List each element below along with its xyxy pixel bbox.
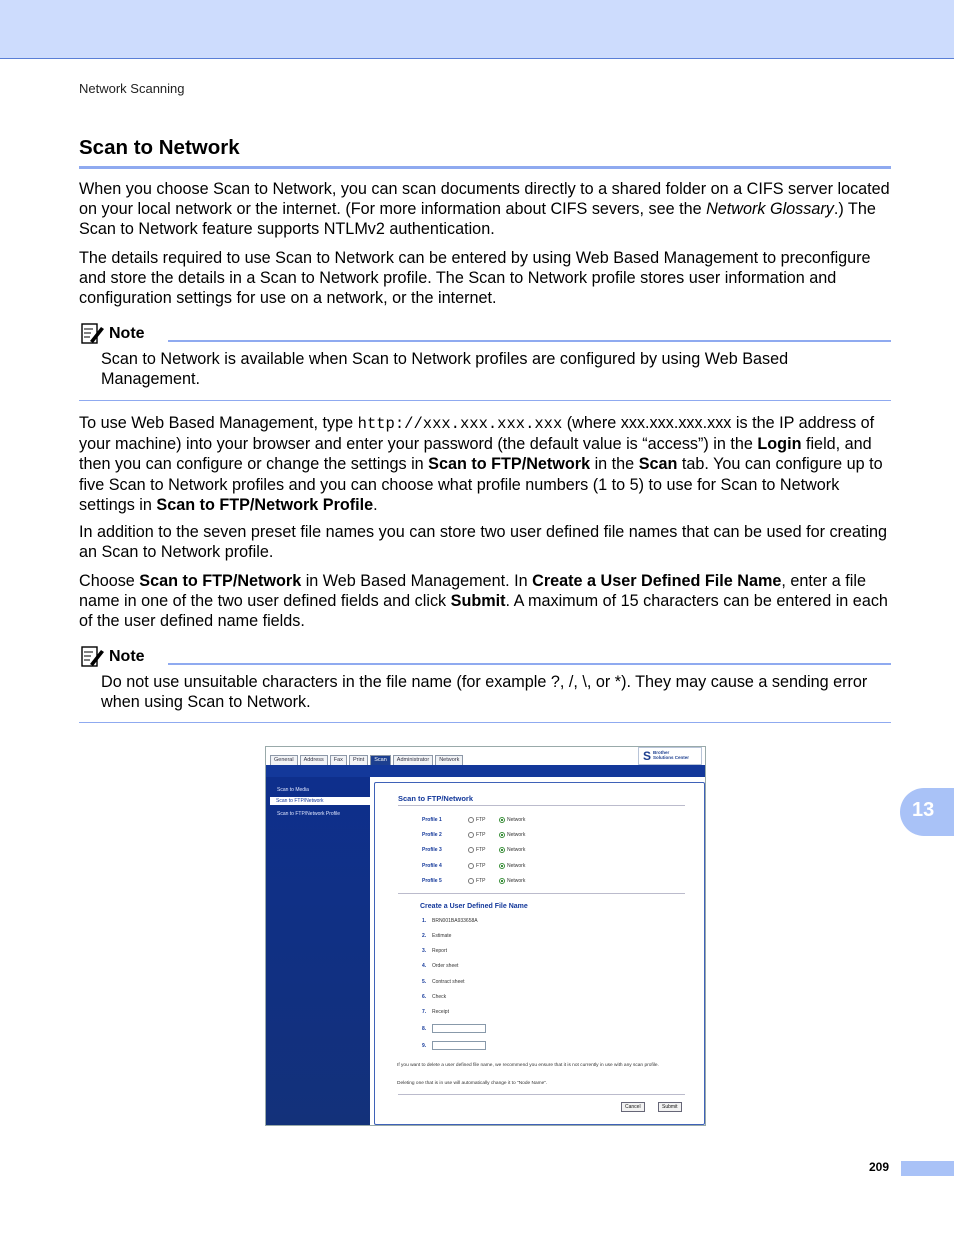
- tab-administrator[interactable]: Administrator: [393, 755, 433, 766]
- page-number: 209: [869, 1160, 890, 1174]
- running-header: Network Scanning: [79, 81, 185, 96]
- url-code: http://xxx.xxx.xxx.xxx: [357, 415, 563, 433]
- file-name-row: 1. BRN001BA933658A: [422, 918, 478, 924]
- glossary-reference: Network Glossary: [706, 200, 834, 219]
- tab-print[interactable]: Print: [349, 755, 368, 766]
- tab-scan[interactable]: Scan: [370, 755, 391, 766]
- note-label: Note: [109, 648, 145, 665]
- note-rule-bottom: [79, 400, 891, 401]
- tab-network[interactable]: Network: [435, 755, 463, 766]
- chapter-tab: 13: [900, 788, 954, 836]
- file-name-row: 8.: [422, 1024, 486, 1033]
- note-text-1: Scan to Network is available when Scan to Network profiles are configured by using Web Based Management.: [101, 350, 789, 389]
- preset-names-paragraph: In addition to the seven preset file names you can store two user defined file names that can be used for creating an Scan to Network profile.: [79, 523, 888, 562]
- file-name-row: 4. Order sheet: [422, 963, 459, 969]
- cancel-button[interactable]: Cancel: [621, 1102, 645, 1112]
- radio-ftp[interactable]: [468, 817, 474, 823]
- submit-button[interactable]: Submit: [658, 1102, 682, 1112]
- radio-ftp[interactable]: [468, 878, 474, 884]
- note-rule-top: [168, 340, 891, 342]
- note-heading-1: [81, 321, 145, 347]
- web-management-paragraph: To use Web Based Management, type http://xxx.xxx.xxx.xxx (where xxx.xxx.xxx.xxx is the IP address of your machine) into your browser and enter your password (the default value is “access”) in the Login field, and then you can configure or change the settings in Scan to FTP/Network in the Scan tab. You can configure up to five Scan to Network profiles and you can choose what profile numbers (1 to 5) to use for Scan to Network settings in Scan to FTP/Network Profile.: [79, 414, 883, 514]
- delete-warning-message: If you want to delete a user defined file name, we recommend you ensure that it is not currently in use with any scan profile.: [397, 1063, 659, 1068]
- radio-ftp[interactable]: [468, 847, 474, 853]
- section-title: Scan to Network: [79, 136, 240, 159]
- file-name-row: 6. Check: [422, 994, 447, 1000]
- radio-network[interactable]: [499, 847, 505, 853]
- radio-network[interactable]: [499, 863, 505, 869]
- details-paragraph: The details required to use Scan to Network can be entered by using Web Based Management to preconfigure and store the details in a Scan to Network profile. The Scan to Network profile stores user information and configuration settings for use on a network, or the internet.: [79, 249, 871, 308]
- screenshot-sidebar: [266, 777, 370, 1126]
- delete-info-message: Deleting one that is in use will automatically change it to "Node Name".: [397, 1081, 548, 1086]
- panel-rule: [398, 1094, 685, 1095]
- panel-title: Scan to FTP/Network: [398, 794, 474, 803]
- page-number-bar: [901, 1161, 954, 1176]
- sidebar-item-scan-profile[interactable]: Scan to FTP/Network Profile: [277, 811, 341, 817]
- note-text-2: Do not use unsuitable characters in the file name (for example ?, /, \, or *). They may cause a sending error when using Scan to Network.: [101, 673, 868, 712]
- note-pencil-icon: [81, 645, 105, 669]
- panel-rule: [398, 893, 685, 894]
- note-pencil-icon: [81, 322, 105, 346]
- top-header-band: [0, 0, 954, 59]
- file-name-section-title: Create a User Defined File Name: [420, 903, 528, 910]
- profile-row: Profile 4 FTP Network: [422, 863, 526, 869]
- tab-fax[interactable]: Fax: [330, 755, 347, 766]
- sidebar-item-scan-to-ftp-network[interactable]: Scan to FTP/Network: [270, 797, 372, 805]
- note-rule-bottom: [79, 722, 891, 723]
- radio-ftp[interactable]: [468, 832, 474, 838]
- radio-network[interactable]: [499, 817, 505, 823]
- radio-network[interactable]: [499, 832, 505, 838]
- file-name-row: 7. Receipt: [422, 1009, 449, 1015]
- note-heading-2: [81, 644, 145, 670]
- file-name-row: 3. Report: [422, 948, 448, 954]
- profile-row: Profile 2 FTP Network: [422, 832, 526, 838]
- solutions-center-logo[interactable]: S Brother Solutions Center: [638, 747, 702, 765]
- choose-paragraph: Choose Scan to FTP/Network in Web Based Management. In Create a User Defined File Name, enter a file name in one of the two user defined fields and click Submit. A maximum of 15 characters can be entered in each of the user defined name fields.: [79, 572, 888, 631]
- file-name-row: 9.: [422, 1041, 486, 1050]
- sidebar-item-scan-to-media[interactable]: Scan to Media: [277, 787, 309, 793]
- header-bar: [266, 765, 706, 777]
- file-name-row: 5. Contract sheet: [422, 979, 465, 985]
- profile-row: Profile 3 FTP Network: [422, 847, 526, 853]
- web-management-screenshot: [265, 746, 706, 1126]
- note-rule-top: [168, 663, 891, 665]
- profile-row: Profile 1 FTP Network: [422, 817, 526, 823]
- note-label: Note: [109, 325, 145, 342]
- file-name-row: 2. Estimate: [422, 933, 452, 939]
- title-rule: [79, 166, 891, 169]
- brother-logo-icon: S: [643, 749, 652, 763]
- user-file-name-input-9[interactable]: [432, 1041, 486, 1050]
- tab-address[interactable]: Address: [300, 755, 328, 766]
- panel-rule: [398, 805, 685, 806]
- tab-general[interactable]: General: [270, 755, 298, 766]
- user-file-name-input-8[interactable]: [432, 1024, 486, 1033]
- settings-panel: [374, 782, 705, 1125]
- radio-network[interactable]: [499, 878, 505, 884]
- profile-row: Profile 5 FTP Network: [422, 878, 526, 884]
- radio-ftp[interactable]: [468, 863, 474, 869]
- intro-paragraph: When you choose Scan to Network, you can scan documents directly to a shared folder on a CIFS server located on your local network or the internet. (For more information about CIFS severs, see the Network Glossary.) The Scan to Network feature supports NTLMv2 authentication.: [79, 180, 890, 239]
